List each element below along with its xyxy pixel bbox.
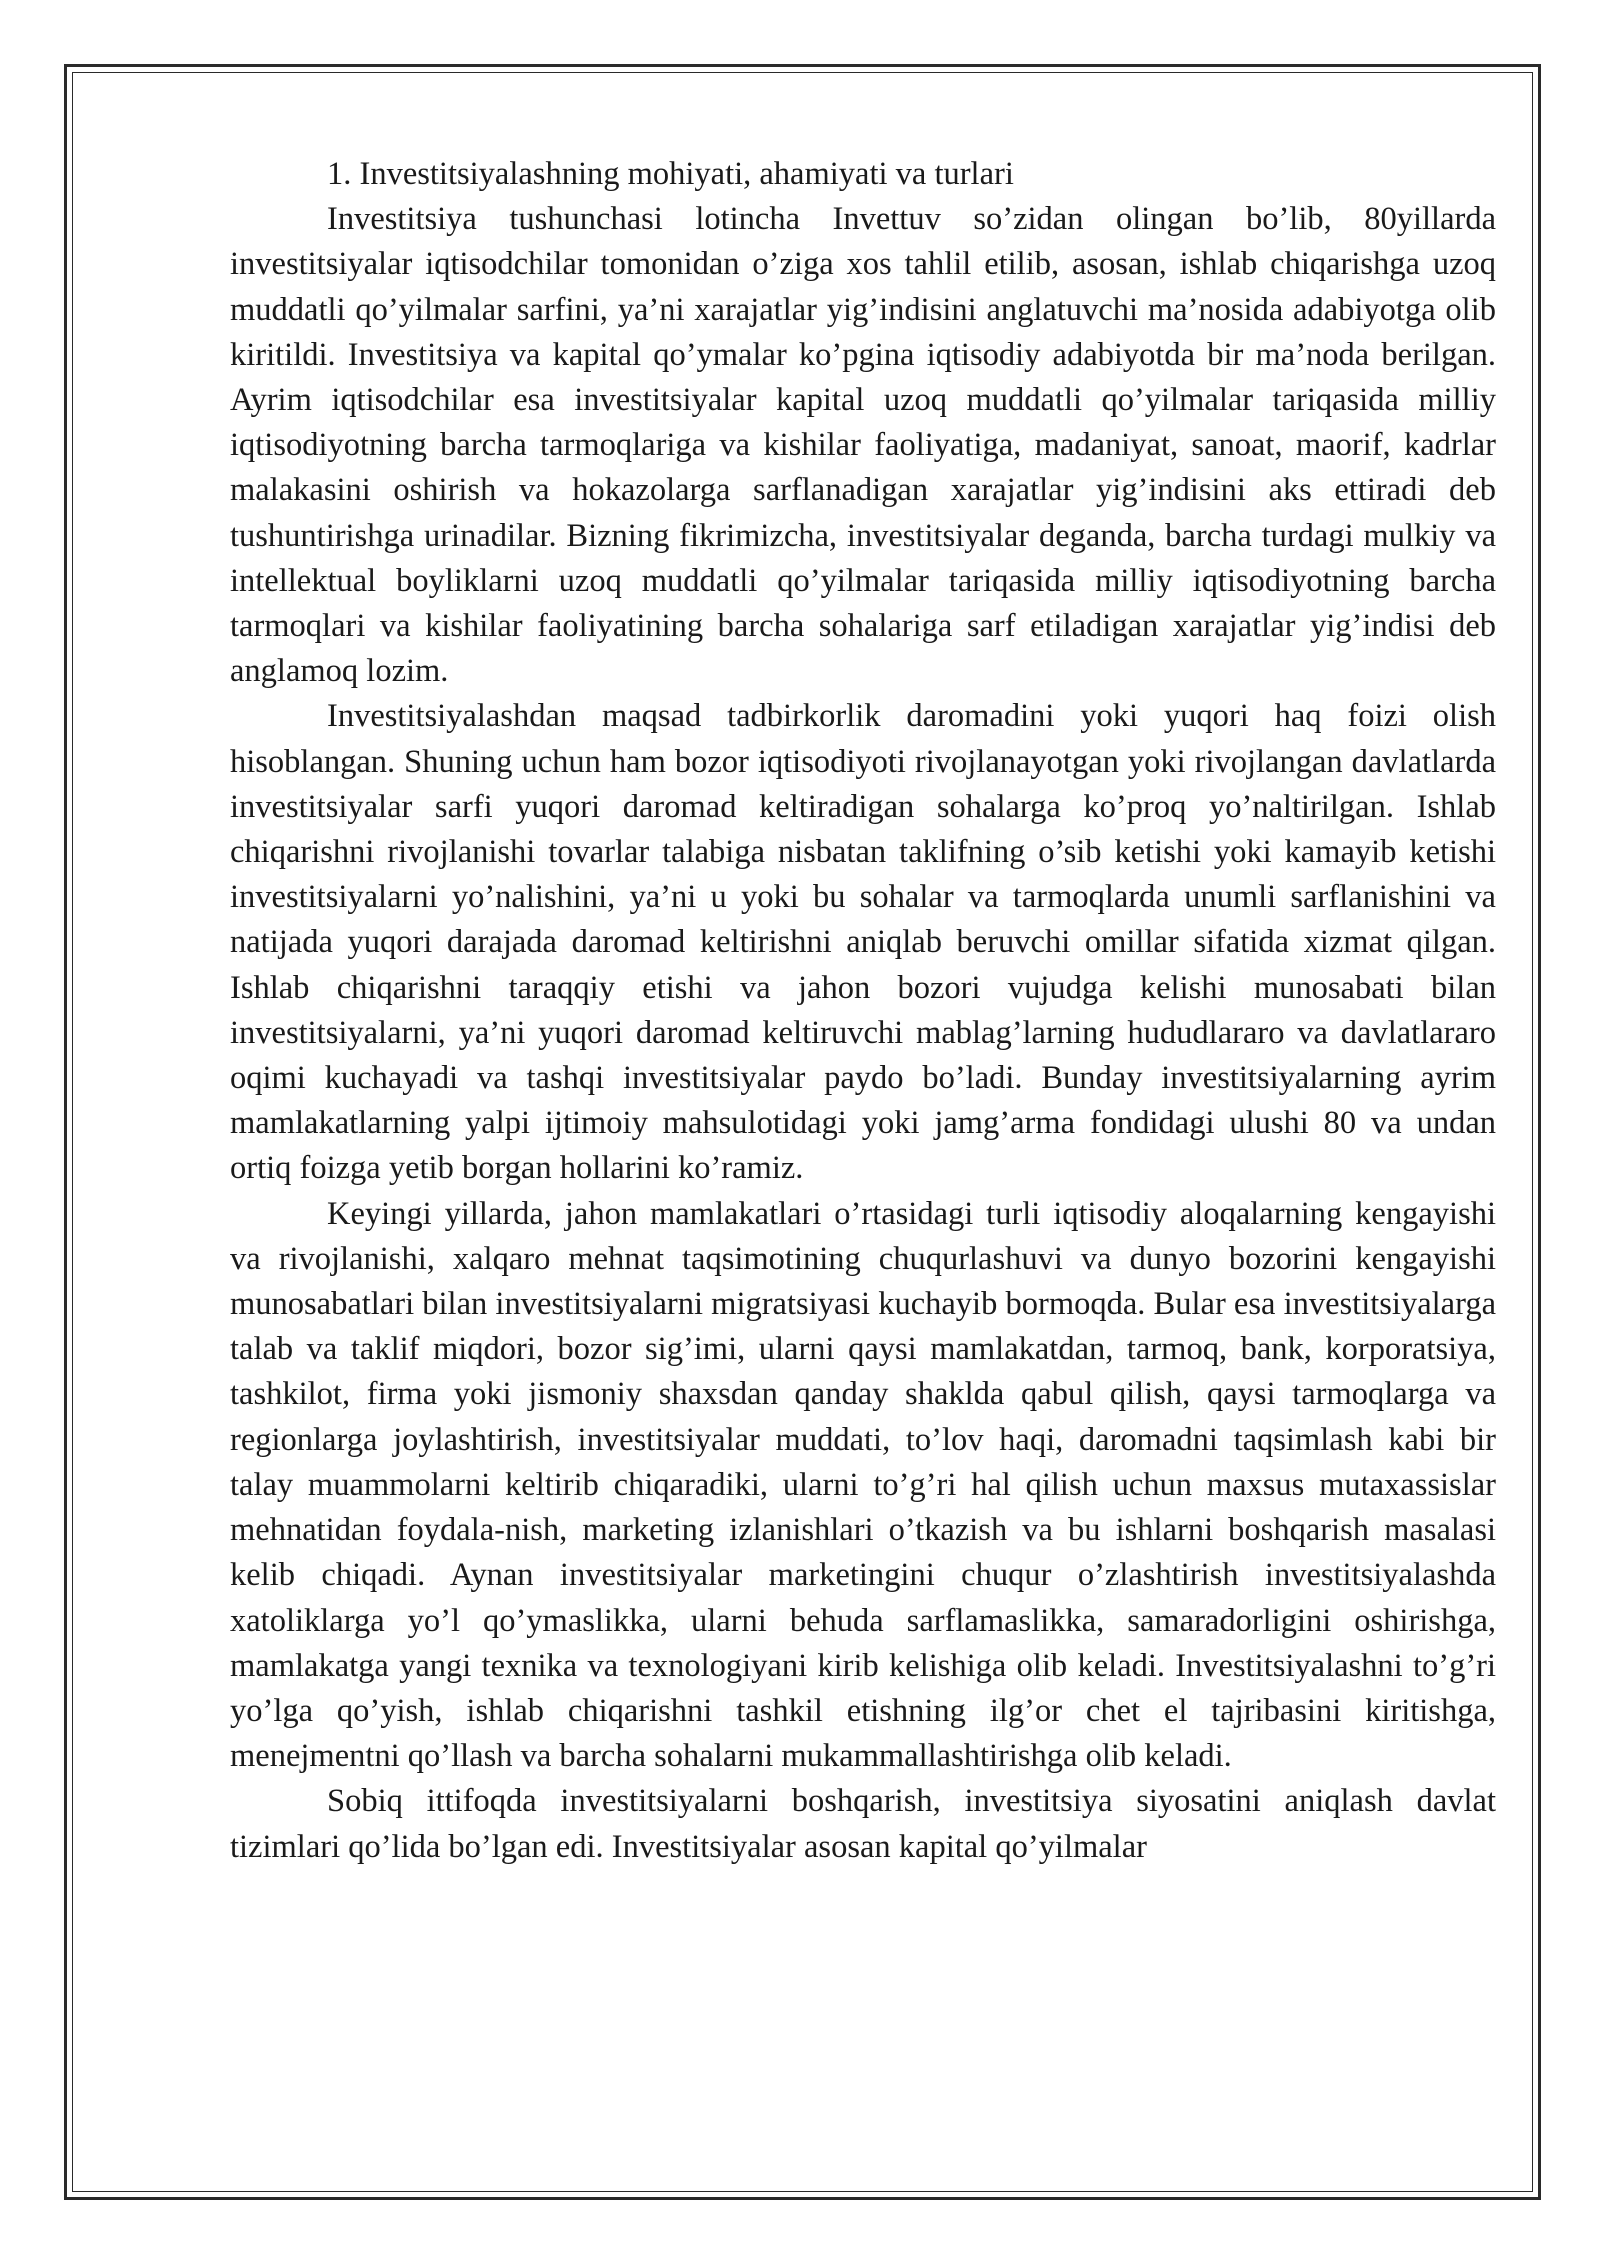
section-heading: 1. Investitsiyalashning mohiyati, ahamiyati va turlari: [327, 156, 1014, 192]
paragraph-2: Investitsiyalashdan maqsad tadbirkorlik daromadini yoki yuqori haq foizi olish hisoblangan. Shuning uchun ham bozor iqtisodiyoti rivojlanayotgan yoki rivojlangan davlatlarda investitsiyalar sarfi yuqori daromad keltiradigan sohalarga ko’proq yo’naltirilgan. Ishlab chiqarishni rivojlanishi tovarlar talabiga nisbatan taklifning o’sib ketishi yoki kamayib ketishi investitsiyalarni yo’nalishini, ya’ni u yoki bu sohalar va tarmoqlarda unumli sarflanishini va natijada yuqori darajada daromad keltirishni aniqlab beruvchi omillar sifatida xizmat qilgan. Ishlab chiqarishni taraqqiy etishi va jahon bozori vujudga kelishi munosabati bilan investitsiyalarni, ya’ni yuqori daromad keltiruvchi mablag’larning hududlararo va davlatlararo oqimi kuchayadi va tashqi investitsiyalar paydo bo’ladi. Bunday investitsiyalarning ayrim mamlakatlarning yalpi ijtimoiy mahsulotidagi yoki jamg’arma fondidagi ulushi 80 va undan ortiq foizga yetib borgan hollarini ko’ramiz.: [230, 698, 1496, 1187]
document-body: [230, 152, 1496, 1870]
paragraph-1: Investitsiya tushunchasi lotincha Invettuv so’zidan olingan bo’lib, 80yillarda investitsiyalar iqtisodchilar tomonidan o’ziga xos tahlil etilib, asosan, ishlab chiqarishga uzoq muddatli qo’yilmalar sarfini, ya’ni xarajatlar yig’indisini anglatuvchi ma’nosida adabiyotga olib kiritildi. Investitsiya va kapital qo’ymalar ko’pgina iqtisodiy adabiyotda bir ma’noda berilgan. Ayrim iqtisodchilar esa investitsiyalar kapital uzoq muddatli qo’yilmalar tariqasida milliy iqtisodiyotning barcha tarmoqlariga va kishilar faoliyatiga, madaniyat, sanoat, maorif, kadrlar malakasini oshirish va hokazolarga sarflanadigan xarajatlar yig’indisini aks ettiradi deb tushuntirishga urinadilar. Bizning fikrimizcha, investitsiyalar deganda, barcha turdagi mulkiy va intellektual boyliklarni uzoq muddatli qo’yilmalar tariqasida milliy iqtisodiyotning barcha tarmoqlari va kishilar faoliyatining barcha sohalariga sarf etiladigan xarajatlar yig’indisi deb anglamoq lozim.: [230, 201, 1496, 690]
paragraph-3: Keyingi yillarda, jahon mamlakatlari o’rtasidagi turli iqtisodiy aloqalarning kengayishi va rivojlanishi, xalqaro mehnat taqsimotining chuqurlashuvi va dunyo bozorini kengayishi munosabatlari bilan investitsiyalarni migratsiyasi kuchayib bormoqda. Bular esa investitsiyalarga talab va taklif miqdori, bozor sig’imi, ularni qaysi mamlakatdan, tarmoq, bank, korporatsiya, tashkilot, firma yoki jismoniy shaxsdan qanday shaklda qabul qilish, qaysi tarmoqlarga va regionlarga joylashtirish, investitsiyalar muddati, to’lov haqi, daromadni taqsimlash kabi bir talay muammolarni keltirib chiqaradiki, ularni to’g’ri hal qilish uchun maxsus mutaxassislar mehnatidan foydala-nish, marketing izlanishlari o’tkazish va bu ishlarni boshqarish masalasi kelib chiqadi. Aynan investitsiyalar marketingini chuqur o’zlashtirish investitsiyalashda xatoliklarga yo’l qo’ymaslikka, ularni behuda sarflamaslikka, samaradorligini oshirishga, mamlakatga yangi texnika va texnologiyani kirib kelishiga olib keladi. Investitsiyalashni to’g’ri yo’lga qo’yish, ishlab chiqarishni tashkil etishning ilg’or chet el tajribasini kiritishga, menejmentni qo’llash va barcha sohalarni mukammallashtirishga olib keladi.: [230, 1195, 1496, 1775]
paragraph-4: Sobiq ittifoqda investitsiyalarni boshqarish, investitsiya siyosatini aniqlash davlat tizimlari qo’lida bo’lgan edi. Investitsiyalar asosan kapital qo’yilmalar: [230, 1783, 1496, 1865]
